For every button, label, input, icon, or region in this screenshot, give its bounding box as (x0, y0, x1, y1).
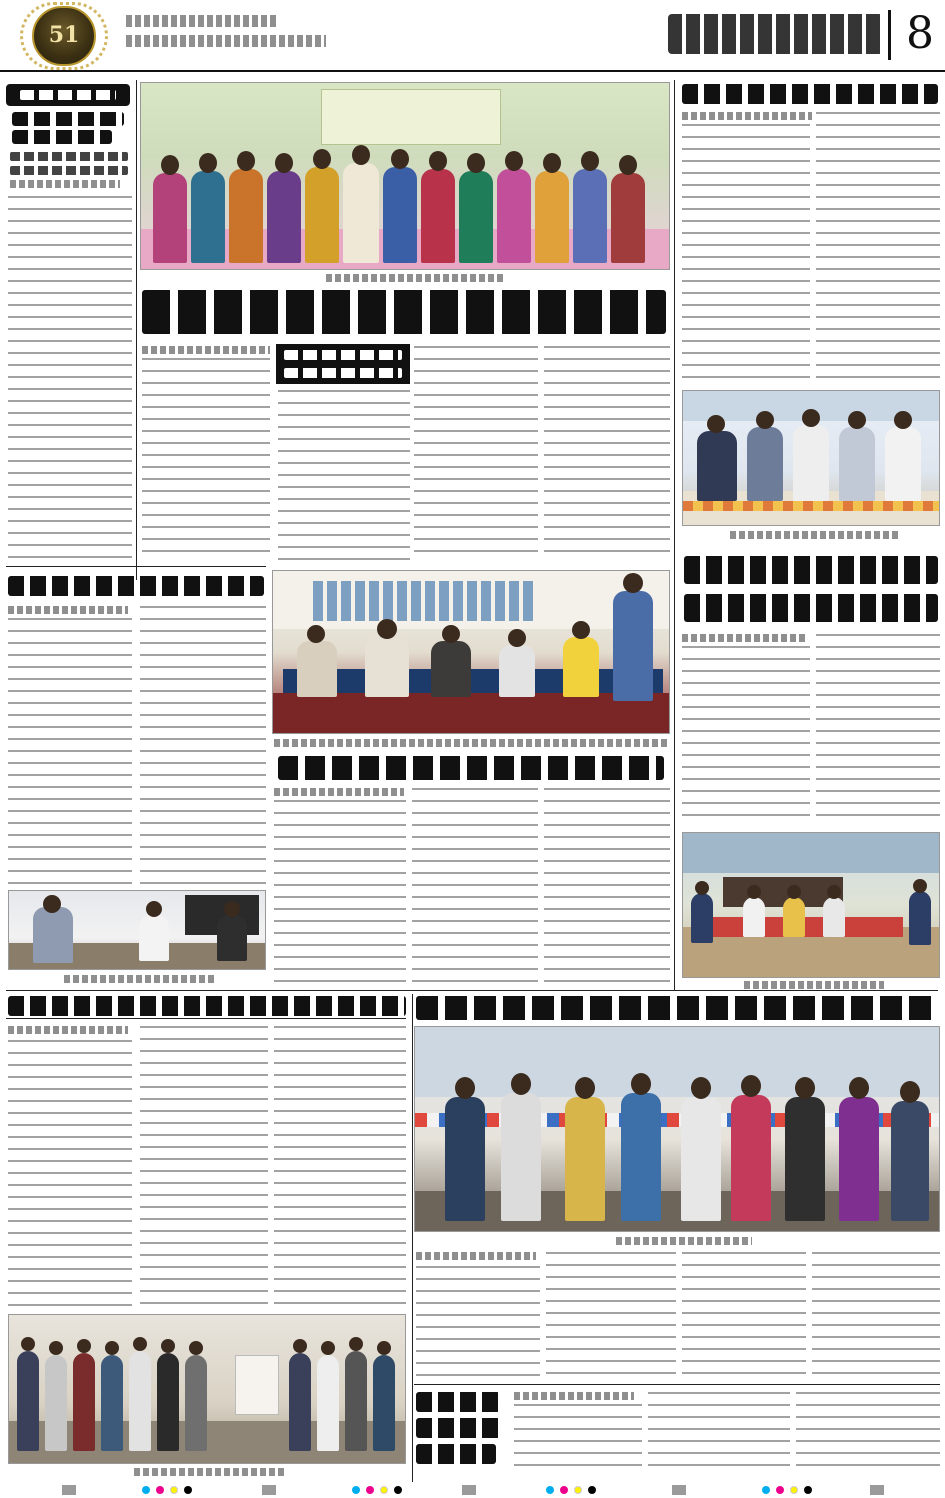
registration-dot-cyan (352, 1486, 360, 1494)
development-review-photo (272, 570, 670, 734)
road-accident-headline (414, 1390, 415, 1391)
law-camp-photo (8, 890, 266, 970)
bhabanishankar-body-col2 (546, 1252, 676, 1378)
lochan-school-photo (682, 832, 940, 978)
road-accident-body-col2 (648, 1392, 790, 1474)
pradeep-body (6, 1040, 7, 1041)
development-review-body-col3 (544, 788, 670, 984)
law-camp-body (6, 620, 7, 621)
anniversary-logo (32, 6, 96, 66)
college-sports-photo-caption (720, 530, 721, 531)
registration-dot-yellow (380, 1486, 388, 1494)
dateline (126, 10, 336, 54)
in-brief-label (6, 84, 130, 106)
registration-dot-cyan (546, 1486, 554, 1494)
registration-dot-black (184, 1486, 192, 1494)
pradeep-headline (6, 994, 7, 995)
mahua-body-col4 (544, 346, 670, 562)
development-review-photo-caption (272, 738, 273, 739)
lochan-body (680, 646, 681, 647)
mahua-kicker-box (276, 344, 410, 384)
in-brief-subheadline (6, 148, 7, 149)
section-title-text (668, 8, 883, 9)
section-rule (6, 1018, 406, 1019)
pradeep-photo-caption (120, 1468, 121, 1469)
development-review-body (272, 800, 273, 801)
lochan-headline (680, 552, 681, 553)
registration-marks (0, 1482, 945, 1498)
registration-dot-magenta (156, 1486, 164, 1494)
lochan-body-col2 (816, 634, 940, 826)
column-rule (412, 994, 413, 1482)
law-camp-byline (6, 604, 7, 605)
registration-dot-black (804, 1486, 812, 1494)
in-brief-body (6, 196, 7, 197)
bhabanishankar-book-release-photo (414, 1026, 940, 1232)
registration-dot-yellow (170, 1486, 178, 1494)
women-group-photo (140, 82, 670, 270)
pradeep-byline (6, 1024, 7, 1025)
college-sports-photo (682, 390, 940, 526)
road-accident-body-col3 (796, 1392, 940, 1474)
bhabanishankar-photo-caption (600, 1236, 601, 1237)
dateline-text (126, 10, 336, 11)
registration-dot-magenta (776, 1486, 784, 1494)
section-rule (6, 566, 266, 567)
college-sports-body-col2 (816, 112, 940, 386)
road-accident-body-col1 (514, 1404, 642, 1474)
college-sports-body (680, 124, 681, 125)
law-camp-body-col2 (140, 606, 266, 884)
college-sports-byline (680, 110, 681, 111)
road-accident-body (512, 1404, 513, 1405)
registration-dot-black (394, 1486, 402, 1494)
header-divider (888, 10, 891, 60)
pradeep-body-col1 (8, 1040, 132, 1308)
registration-dot-cyan (142, 1486, 150, 1494)
pradeep-body-col2 (140, 1026, 268, 1308)
mahua-body-col2 (278, 390, 410, 562)
law-camp-headline (6, 572, 7, 573)
in-brief-body-lines (8, 196, 132, 560)
page-header (0, 0, 945, 72)
in-brief-byline (6, 180, 7, 181)
registration-dot-cyan (762, 1486, 770, 1494)
section-rule (414, 1384, 940, 1385)
in-brief-headline (6, 110, 7, 111)
registration-bar (870, 1485, 884, 1495)
development-review-body-col2 (412, 788, 538, 984)
pradeep-body-col3 (274, 1026, 406, 1308)
registration-dot-black (588, 1486, 596, 1494)
registration-dot-yellow (790, 1486, 798, 1494)
mahua-photo-caption (300, 272, 301, 273)
bhabanishankar-body-col4 (812, 1252, 940, 1378)
bhabanishankar-byline (414, 1250, 415, 1251)
registration-dot-magenta (560, 1486, 568, 1494)
registration-bar (62, 1485, 76, 1495)
registration-bar (462, 1485, 476, 1495)
development-review-body-col1 (274, 800, 406, 984)
lochan-byline (680, 632, 681, 633)
bhabanishankar-body-col3 (682, 1252, 806, 1378)
mahua-body-col1 (142, 358, 270, 562)
law-camp-photo-caption (60, 974, 61, 975)
college-sports-headline (680, 80, 681, 81)
mahua-byline (142, 344, 143, 345)
mahua-body-col3 (414, 346, 538, 562)
development-review-headline (272, 752, 273, 753)
bhabanishankar-headline (414, 994, 415, 995)
lochan-photo-caption (730, 980, 731, 981)
bhabanishankar-body-col1 (416, 1266, 540, 1378)
page-number: 8 (906, 8, 934, 59)
column-rule (136, 80, 137, 580)
section-rule (6, 990, 938, 991)
law-camp-body-col1 (8, 618, 132, 884)
college-sports-body-col1 (682, 124, 810, 386)
mahua-headline (140, 284, 141, 285)
registration-bar (672, 1485, 686, 1495)
pradeep-memorial-photo (8, 1314, 406, 1464)
registration-dot-magenta (366, 1486, 374, 1494)
mahua-headline-ink (142, 290, 666, 334)
road-accident-byline (512, 1390, 513, 1391)
section-title (668, 8, 883, 60)
column-rule (674, 80, 675, 990)
anniversary-number: 51 (48, 22, 80, 48)
registration-dot-yellow (574, 1486, 582, 1494)
development-review-byline (272, 786, 273, 787)
lochan-body-col1 (682, 646, 810, 826)
registration-bar (262, 1485, 276, 1495)
bhabanishankar-body (414, 1264, 415, 1265)
